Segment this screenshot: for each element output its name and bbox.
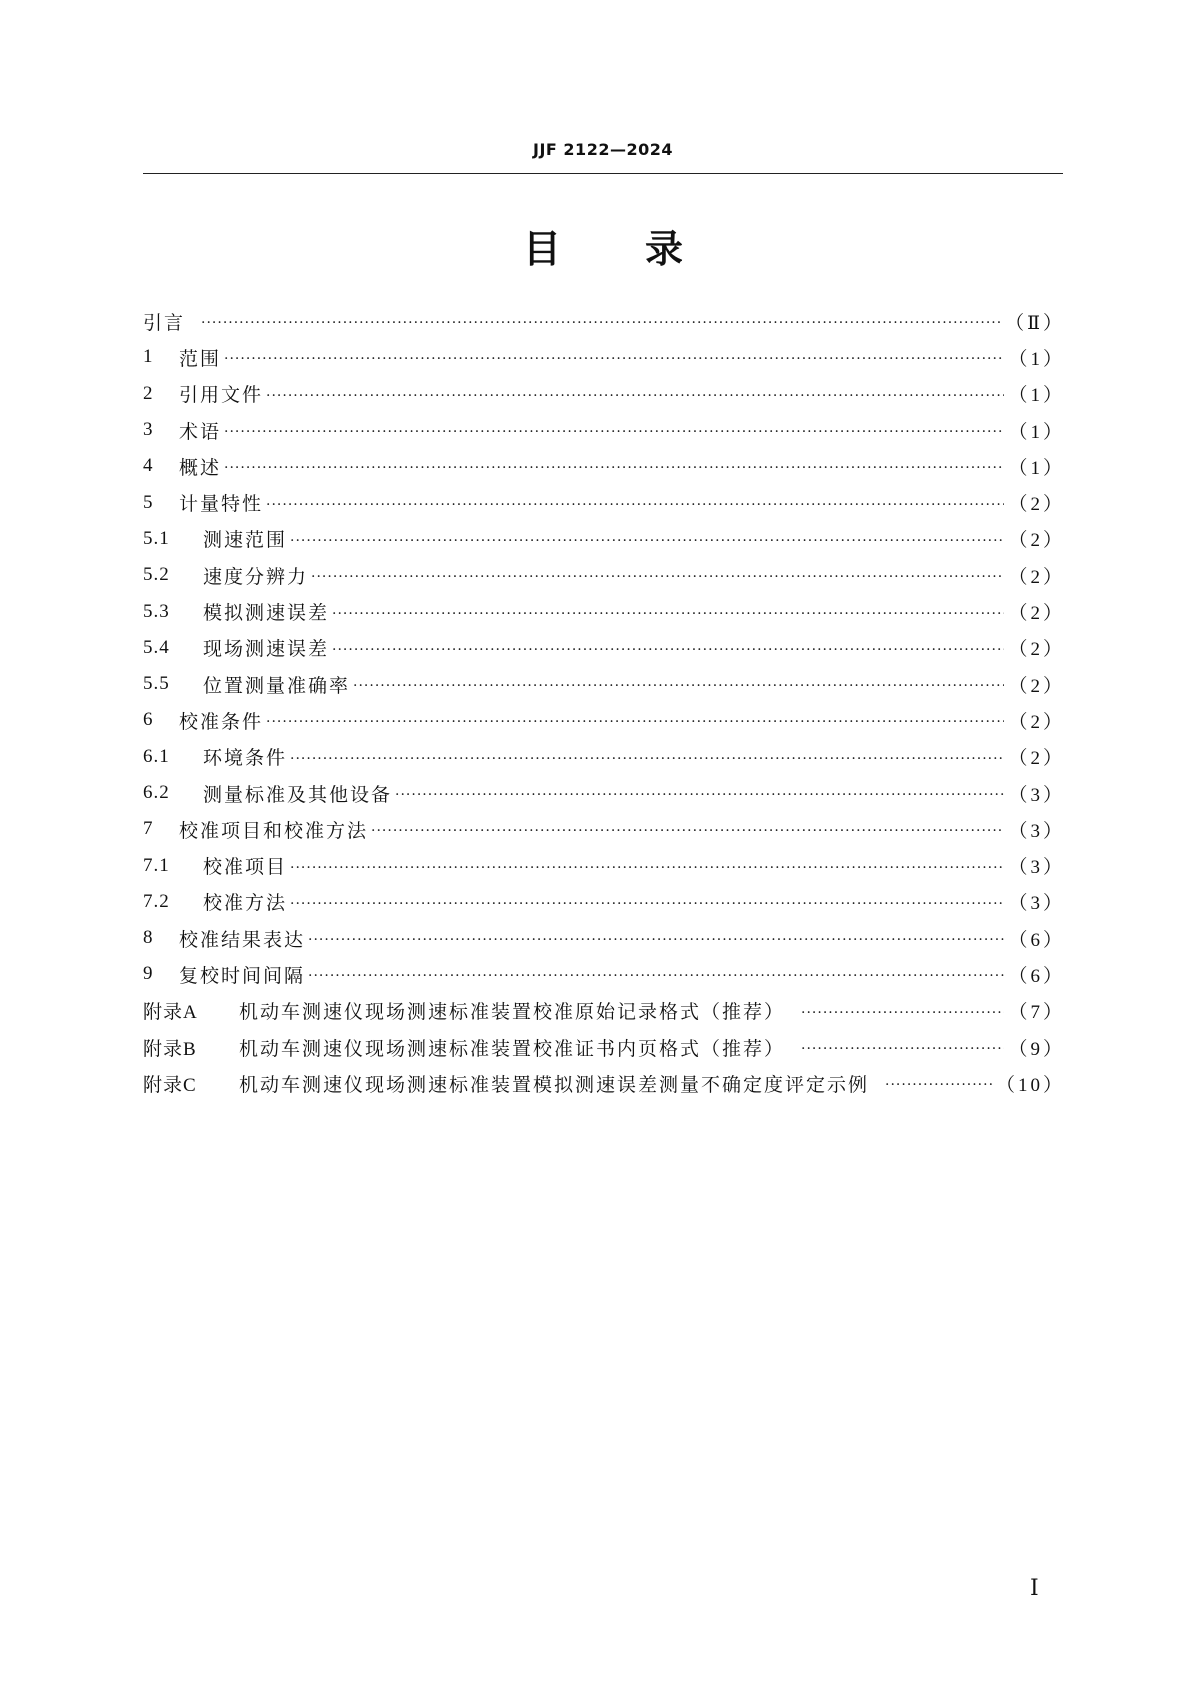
toc-entry-label: 引用文件 (179, 384, 264, 407)
toc-leader-dots (266, 497, 1004, 513)
toc-entry-number: 8 (143, 927, 154, 949)
toc-entry[interactable] (143, 1029, 1065, 1065)
toc-entry-number: 7.2 (143, 890, 170, 912)
toc-leader-dots (290, 860, 1004, 876)
toc-entry-page: （6） (1008, 965, 1065, 987)
toc-entry-page: （Ⅱ） (1005, 312, 1065, 334)
toc-leader-dots (290, 751, 1004, 767)
toc-entry-page: （2） (1008, 530, 1065, 552)
toc-entry-number: 7 (143, 818, 154, 840)
toc-leader-dots (371, 823, 1004, 839)
toc-entry-label: 校准条件 (179, 710, 264, 733)
toc-entry-label: 校准结果表达 (179, 928, 306, 951)
toc-leader-dots (308, 932, 1004, 948)
toc-entry-label: 测量标准及其他设备 (203, 783, 393, 806)
toc-entry[interactable] (143, 847, 1065, 883)
toc-entry-page: （6） (1008, 929, 1065, 951)
toc-entry-label: 校准项目和校准方法 (179, 819, 369, 842)
table-of-contents (143, 303, 1065, 1102)
page-title: 目录 (522, 227, 767, 271)
toc-entry-page: （1） (1008, 457, 1065, 479)
toc-entry[interactable] (143, 630, 1065, 666)
toc-entry[interactable] (143, 376, 1065, 412)
toc-entry-label: 术语 (179, 420, 222, 443)
toc-entry-label: 概述 (179, 456, 222, 479)
toc-entry-label: 引言 (143, 311, 186, 334)
toc-entry-number: 7.1 (143, 854, 170, 876)
toc-leader-dots (266, 714, 1004, 730)
toc-entry-number: 5.2 (143, 564, 170, 586)
toc-entry-page: （10） (995, 1074, 1065, 1096)
toc-entry[interactable] (143, 811, 1065, 847)
toc-leader-dots (224, 351, 1004, 367)
toc-entry-label: 现场测速误差 (203, 638, 330, 661)
toc-leader-dots (290, 533, 1004, 549)
toc-entry[interactable] (143, 521, 1065, 557)
toc-entry-number: 6.1 (143, 745, 170, 767)
toc-entry-page: （2） (1008, 494, 1065, 516)
toc-entry-page: （1） (1008, 385, 1065, 407)
toc-entry-page: （9） (1008, 1038, 1065, 1060)
toc-entry-label: 范围 (179, 347, 222, 370)
toc-entry-page: （1） (1008, 348, 1065, 370)
toc-entry-page: （2） (1008, 566, 1065, 588)
toc-entry-label: 位置测量准确率 (203, 674, 351, 697)
toc-leader-dots (224, 424, 1004, 440)
toc-entry-page: （2） (1008, 748, 1065, 770)
toc-entry-label: 环境条件 (203, 747, 288, 770)
toc-entry-number: 5.3 (143, 600, 170, 622)
toc-leader-dots (332, 642, 1004, 658)
toc-entry-page: （3） (1008, 784, 1065, 806)
toc-entry-label: 机动车测速仪现场测速标准装置模拟测速误差测量不确定度评定示例 (239, 1073, 870, 1096)
toc-entry[interactable] (143, 993, 1065, 1029)
toc-leader-dots (801, 1005, 1004, 1021)
header-rule (143, 173, 1063, 174)
toc-entry[interactable] (143, 739, 1065, 775)
toc-entry-number: 5 (143, 491, 154, 513)
toc-entry-number: 6 (143, 709, 154, 731)
toc-entry-page: （3） (1008, 857, 1065, 879)
toc-entry-number: 4 (143, 455, 154, 477)
page-number: Ⅰ (1030, 1575, 1039, 1600)
toc-entry-number: 附录C (143, 1074, 197, 1096)
toc-entry-number: 1 (143, 346, 154, 368)
toc-entry[interactable] (143, 775, 1065, 811)
toc-leader-dots (224, 460, 1004, 476)
toc-entry-number: 2 (143, 382, 154, 404)
toc-entry-page: （2） (1008, 711, 1065, 733)
toc-entry-number: 9 (143, 963, 154, 985)
toc-entry-label: 校准项目 (203, 856, 288, 879)
toc-leader-dots (266, 388, 1004, 404)
toc-entry[interactable] (143, 666, 1065, 702)
toc-entry-number: 附录A (143, 1002, 198, 1024)
toc-entry[interactable] (143, 303, 1065, 339)
toc-entry-page: （7） (1008, 1002, 1065, 1024)
toc-leader-dots (801, 1041, 1004, 1057)
toc-entry[interactable] (143, 702, 1065, 738)
toc-entry-label: 速度分辨力 (203, 565, 309, 588)
toc-entry-label: 测速范围 (203, 529, 288, 552)
toc-entry-label: 复校时间间隔 (179, 964, 306, 987)
toc-leader-dots (353, 678, 1004, 694)
toc-entry-label: 校准方法 (203, 892, 288, 915)
toc-entry[interactable] (143, 448, 1065, 484)
toc-entry-label: 机动车测速仪现场测速标准装置校准原始记录格式（推荐） (239, 1001, 786, 1024)
toc-entry-number: 6.2 (143, 782, 170, 803)
toc-entry[interactable] (143, 1065, 1065, 1101)
toc-entry-number: 5.5 (143, 673, 170, 695)
toc-leader-dots (332, 606, 1004, 622)
toc-entry[interactable] (143, 920, 1065, 956)
toc-leader-dots (395, 787, 1004, 803)
document-code-header: JJF 2122—2024 (533, 140, 673, 159)
toc-entry-number: 附录B (143, 1038, 197, 1060)
toc-entry[interactable] (143, 557, 1065, 593)
toc-entry[interactable] (143, 484, 1065, 520)
toc-leader-dots (311, 569, 1004, 585)
toc-entry[interactable] (143, 956, 1065, 992)
toc-leader-dots (290, 896, 1004, 912)
toc-entry-label: 模拟测速误差 (203, 602, 330, 625)
toc-entry-page: （2） (1008, 603, 1065, 625)
toc-entry-number: 3 (143, 419, 154, 441)
toc-entry-label: 计量特性 (179, 493, 264, 516)
toc-entry-page: （2） (1008, 639, 1065, 661)
toc-entry-number: 5.1 (143, 527, 170, 549)
toc-entry-page: （1） (1008, 421, 1065, 443)
toc-entry-page: （2） (1008, 675, 1065, 697)
toc-entry[interactable] (143, 884, 1065, 920)
toc-entry[interactable] (143, 412, 1065, 448)
toc-entry[interactable] (143, 339, 1065, 375)
toc-entry[interactable] (143, 593, 1065, 629)
toc-leader-dots (201, 315, 1001, 331)
toc-entry-page: （3） (1008, 820, 1065, 842)
toc-leader-dots (885, 1077, 992, 1093)
toc-entry-label: 机动车测速仪现场测速标准装置校准证书内页格式（推荐） (239, 1037, 786, 1060)
toc-entry-number: 5.4 (143, 636, 170, 658)
toc-leader-dots (308, 968, 1004, 984)
toc-entry-page: （3） (1008, 893, 1065, 915)
